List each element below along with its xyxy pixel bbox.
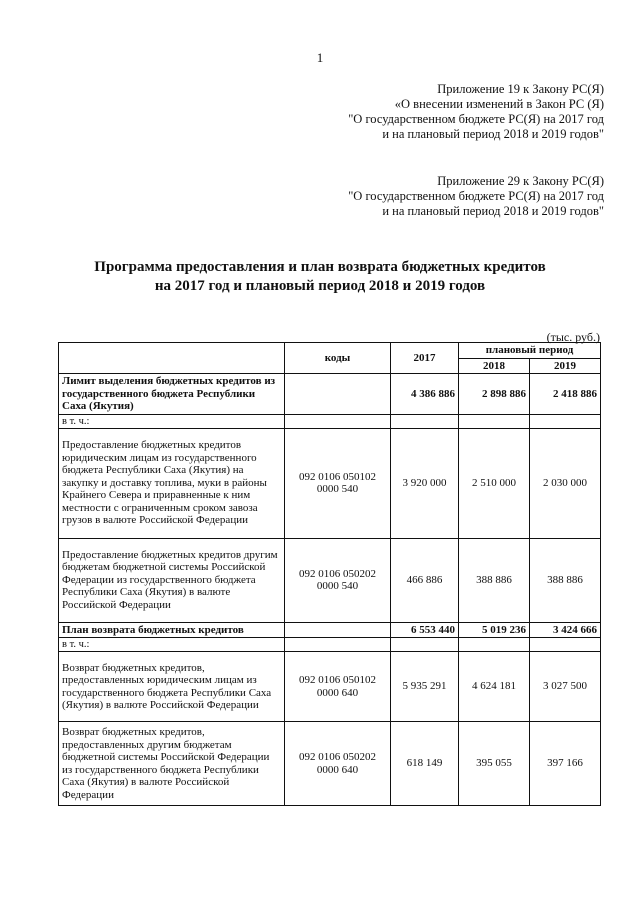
budget-credits-table: [58, 342, 601, 806]
table-row: [59, 428, 601, 538]
row-name: Лимит выделения бюджетных кредитов из государственного бюджета Республики Саха (Якутия): [59, 374, 285, 415]
header-planned-period: плановый период: [459, 343, 601, 359]
row-value-2019: [530, 638, 601, 652]
header-codes: коды: [285, 343, 391, 374]
table-row: [59, 622, 601, 638]
row-code: 092 0106 050102 0000 640: [285, 652, 391, 722]
appendix-line: Приложение 19 к Закону РС(Я): [437, 82, 604, 96]
row-code: 092 0106 050202 0000 640: [285, 722, 391, 806]
row-value-2019: 3 027 500: [530, 652, 601, 722]
appendix-line: «О внесении изменений в Закон РС (Я): [394, 97, 604, 111]
table-row: [59, 374, 601, 415]
row-value-2017: 466 886: [391, 538, 459, 622]
row-value-2019: [530, 414, 601, 428]
row-name: в т. ч.:: [59, 638, 285, 652]
row-value-2017: 618 149: [391, 722, 459, 806]
table-row: [59, 722, 601, 806]
row-value-2018: 2 510 000: [459, 428, 530, 538]
row-name: План возврата бюджетных кредитов: [59, 622, 285, 638]
row-name: Возврат бюджетных кредитов, предоставленных юридическим лицам из государственного бюджета Республики Саха (Якутия) в валюте Российской Федерации: [59, 652, 285, 722]
document-title: [0, 258, 640, 296]
row-value-2018: [459, 414, 530, 428]
header-2019: 2019: [530, 358, 601, 374]
row-value-2019: 397 166: [530, 722, 601, 806]
appendix-19-note: [348, 82, 604, 142]
row-value-2018: 2 898 886: [459, 374, 530, 415]
appendix-line: "О государственном бюджете РС(Я) на 2017 год: [348, 112, 604, 126]
row-value-2019: 2 418 886: [530, 374, 601, 415]
row-name: Предоставление бюджетных кредитов юридическим лицам из государственного бюджета Республики Саха (Якутия) на закупку и доставку топлива, муки в районы Крайнего Севера и приравненные к ним местности с ограниченным сроком завоза грузов в валюте Российской Федерации: [59, 428, 285, 538]
table-row: [59, 652, 601, 722]
appendix-line: и на плановый период 2018 и 2019 годов": [382, 127, 604, 141]
header-2018: 2018: [459, 358, 530, 374]
row-value-2017: 4 386 886: [391, 374, 459, 415]
row-code: [285, 414, 391, 428]
row-code: [285, 374, 391, 415]
header-name-blank: [59, 343, 285, 374]
table-row: [59, 414, 601, 428]
appendix-line: Приложение 29 к Закону РС(Я): [437, 174, 604, 188]
row-value-2018: 4 624 181: [459, 652, 530, 722]
row-name: в т. ч.:: [59, 414, 285, 428]
row-name: Возврат бюджетных кредитов, предоставленных другим бюджетам бюджетной системы Российской Федерации из государственного бюджета Республики Саха (Якутия) в валюте Российской Федерации: [59, 722, 285, 806]
table-row: [59, 538, 601, 622]
row-value-2017: [391, 414, 459, 428]
row-value-2017: 5 935 291: [391, 652, 459, 722]
header-2017: 2017: [391, 343, 459, 374]
row-code: 092 0106 050202 0000 540: [285, 538, 391, 622]
row-value-2018: 395 055: [459, 722, 530, 806]
table-row: [59, 638, 601, 652]
title-line: на 2017 год и плановый период 2018 и 2019 годов: [154, 278, 486, 294]
row-value-2019: 388 886: [530, 538, 601, 622]
row-value-2019: 3 424 666: [530, 622, 601, 638]
row-value-2019: 2 030 000: [530, 428, 601, 538]
row-name: Предоставление бюджетных кредитов другим бюджетам бюджетной системы Российской Федерации из государственного бюджета Республики Саха (Якутия) в валюте Российской Федерации: [59, 538, 285, 622]
row-code: [285, 622, 391, 638]
units-label: (тыс. руб.): [546, 330, 600, 344]
title-line: Программа предоставления и план возврата бюджетных кредитов: [94, 259, 546, 275]
row-value-2018: 388 886: [459, 538, 530, 622]
row-code: 092 0106 050102 0000 540: [285, 428, 391, 538]
appendix-29-note: [348, 174, 604, 219]
row-code: [285, 638, 391, 652]
page-number: 1: [316, 50, 324, 65]
row-value-2017: 6 553 440: [391, 622, 459, 638]
appendix-line: "О государственном бюджете РС(Я) на 2017 год: [348, 189, 604, 203]
row-value-2018: 5 019 236: [459, 622, 530, 638]
row-value-2017: [391, 638, 459, 652]
appendix-line: и на плановый период 2018 и 2019 годов": [382, 204, 604, 218]
row-value-2017: 3 920 000: [391, 428, 459, 538]
row-value-2018: [459, 638, 530, 652]
